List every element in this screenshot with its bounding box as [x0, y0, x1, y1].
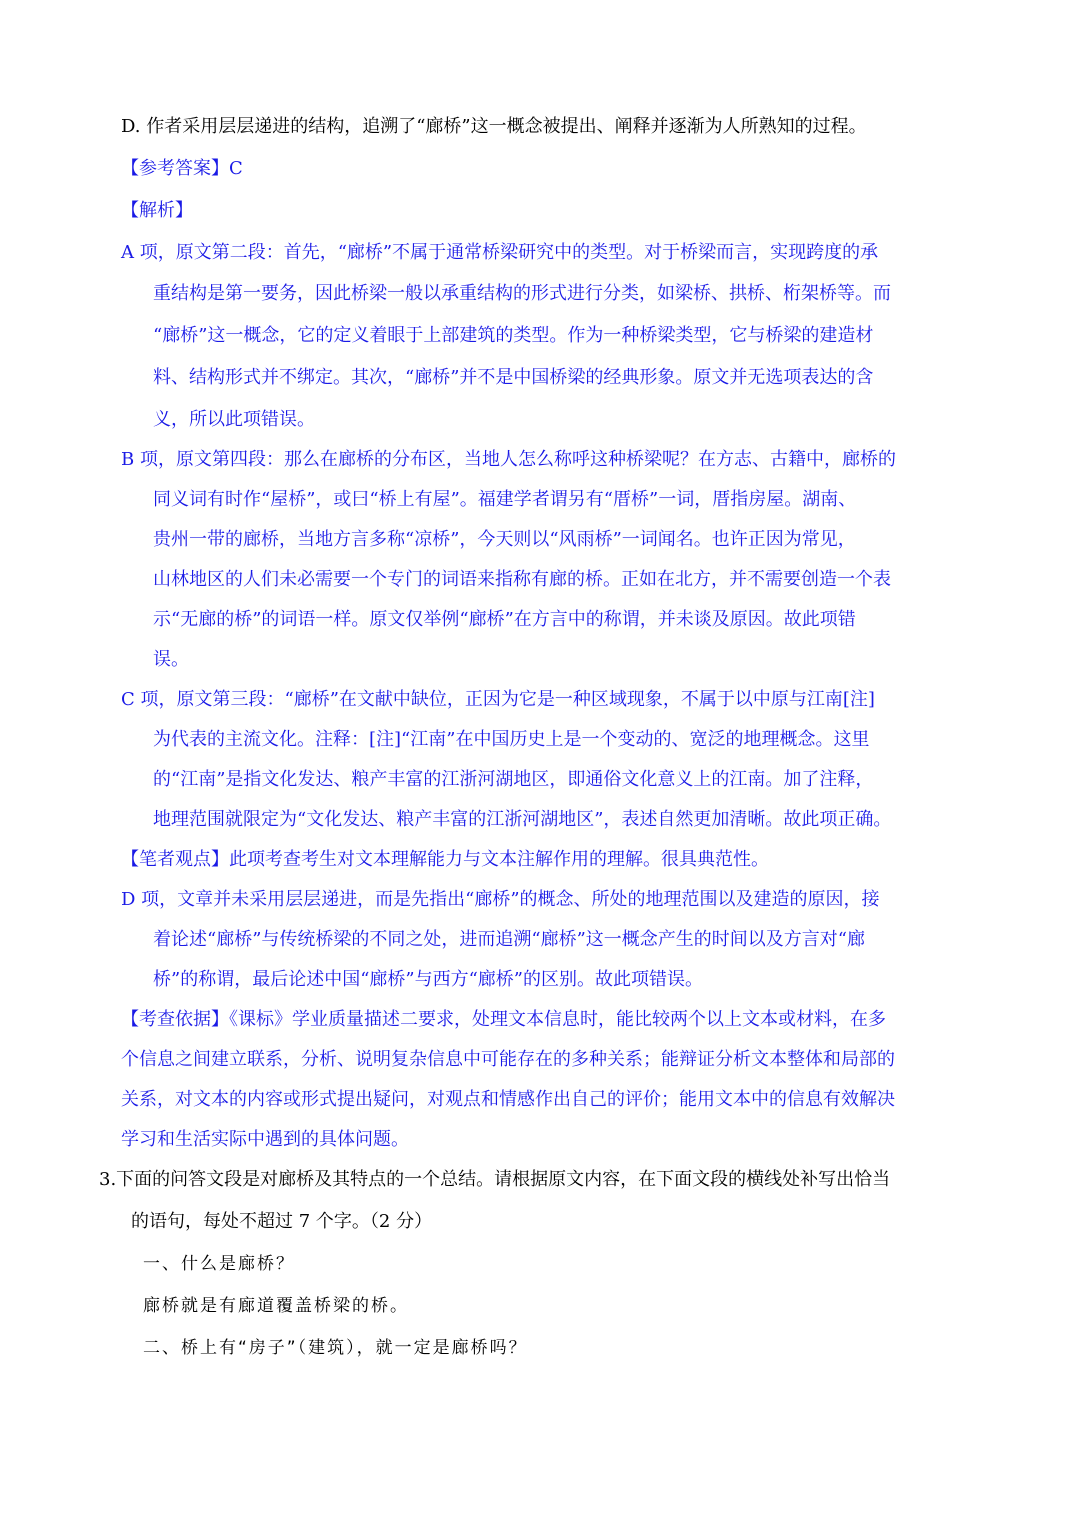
analysis-b-line: 同义词有时作“屋桥”，或曰“桥上有屋”。福建学者谓另有“厝桥”一词，厝指房屋。湖南、 [153, 489, 857, 510]
analysis-a-line: 料、结构形式并不绑定。其次，“廊桥”并不是中国桥梁的经典形象。原文并无选项表达的含 [153, 367, 874, 388]
basis-line: 【考查依据】《课标》学业质量描述二要求，处理文本信息时，能比较两个以上文本或材料，在多 [121, 1009, 886, 1030]
question-3-a1: 廊桥就是有廊道覆盖桥梁的桥。 [143, 1296, 409, 1316]
basis-line: 个信息之间建立联系，分析、说明复杂信息中可能存在的多种关系；能辩证分析文本整体和局部的 [121, 1049, 895, 1070]
analysis-c-line: 为代表的主流文化。注释：[注]“江南”在中国历史上是一个变动的、宽泛的地理概念。这里 [153, 729, 870, 750]
question-3-stem: 的语句，每处不超过 7 个字。（2 分） [131, 1211, 433, 1232]
basis-line: 关系，对文本的内容或形式提出疑问，对观点和情感作出自己的评价；能用文本中的信息有效解决 [121, 1089, 895, 1110]
option-d-line: D. 作者采用层层递进的结构，追溯了“廊桥”这一概念被提出、阐释并逐渐为人所熟知的过程。 [121, 116, 867, 137]
analysis-b-line: 误。 [153, 649, 189, 670]
question-3-q1: 一、什么是廊桥？ [143, 1254, 295, 1274]
analysis-b-line: 示“无廊的桥”的词语一样。原文仅举例“廊桥”在方言中的称谓，并未谈及原因。故此项错 [153, 609, 856, 630]
basis-line: 学习和生活实际中遇到的具体问题。 [121, 1129, 409, 1150]
question-3-stem: 3.下面的问答文段是对廊桥及其特点的一个总结。请根据原文内容，在下面文段的横线处补写出恰当 [99, 1169, 891, 1190]
analysis-c-line: 地理范围就限定为“文化发达、粮产丰富的江浙河湖地区”，表述自然更加清晰。故此项正确。 [153, 809, 892, 830]
analysis-d-line: 着论述“廊桥”与传统桥梁的不同之处，进而追溯“廊桥”这一概念产生的时间以及方言对“廊 [153, 929, 866, 950]
analysis-b-line: 贵州一带的廊桥，当地方言多称“凉桥”，今天则以“风雨桥”一词闻名。也许正因为常见， [153, 529, 856, 550]
analysis-b-line: B 项，原文第四段：那么在廊桥的分布区，当地人怎么称呼这种桥梁呢？在方志、古籍中，廊桥的 [121, 449, 896, 470]
question-3-q2: 二、桥上有“房子”（建筑），就一定是廊桥吗？ [143, 1338, 528, 1358]
answer-label: 【参考答案】C [121, 158, 243, 179]
analysis-c-line: C 项，原文第三段：“廊桥”在文献中缺位，正因为它是一种区域现象，不属于以中原与江南[注] [121, 689, 875, 710]
analysis-a-line: “廊桥”这一概念，它的定义着眼于上部建筑的类型。作为一种桥梁类型，它与桥梁的建造材 [153, 325, 874, 346]
analysis-a-line: A 项，原文第二段：首先，“廊桥”不属于通常桥梁研究中的类型。对于桥梁而言，实现跨度的承 [121, 242, 879, 263]
analysis-b-line: 山林地区的人们未必需要一个专门的词语来指称有廊的桥。正如在北方，并不需要创造一个表 [153, 569, 891, 590]
author-view: 【笔者观点】此项考查考生对文本理解能力与文本注解作用的理解。很具典范性。 [121, 849, 769, 870]
analysis-a-line: 重结构是第一要务，因此桥梁一般以承重结构的形式进行分类，如梁桥、拱桥、桁架桥等。而 [153, 283, 891, 304]
analysis-a-line: 义，所以此项错误。 [153, 409, 315, 430]
analysis-c-line: 的“江南”是指文化发达、粮产丰富的江浙河湖地区，即通俗文化意义上的江南。加了注释， [153, 769, 874, 790]
analysis-heading: 【解析】 [121, 200, 193, 221]
analysis-d-line: 桥”的称谓，最后论述中国“廊桥”与西方“廊桥”的区别。故此项错误。 [153, 969, 704, 990]
analysis-d-line: D 项，文章并未采用层层递进，而是先指出“廊桥”的概念、所处的地理范围以及建造的原因，接 [121, 889, 880, 910]
